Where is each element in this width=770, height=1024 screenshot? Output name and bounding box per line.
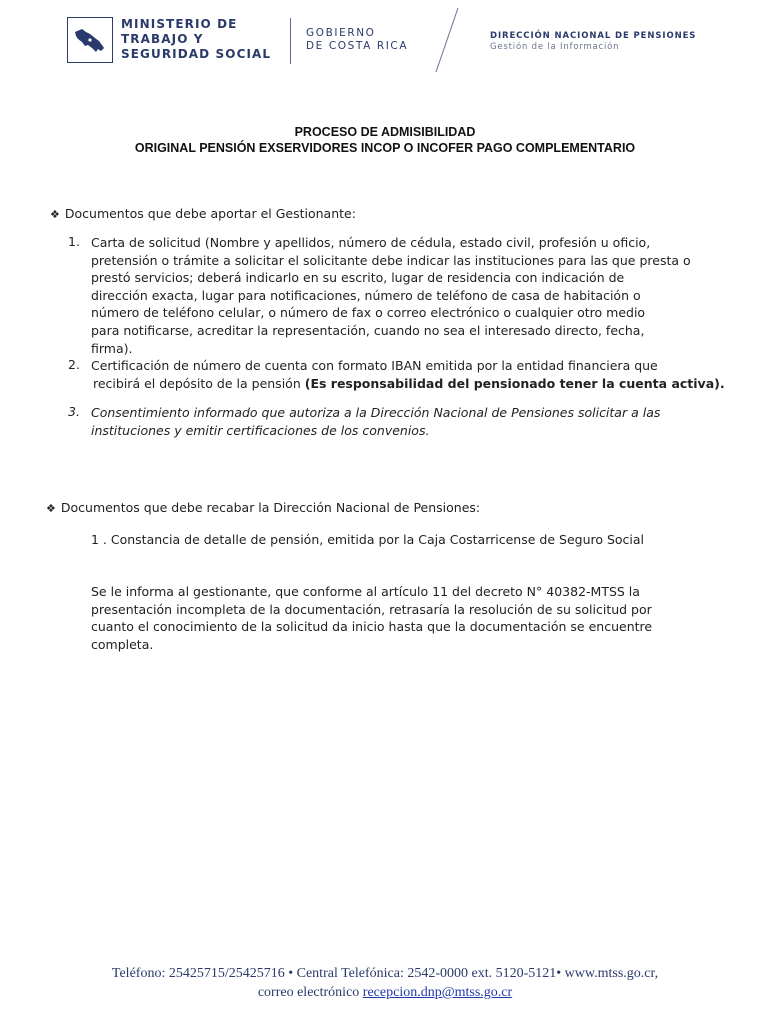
- section-2-item-1-text: 1 . Constancia de detalle de pensión, emitida por la Caja Costarricense de Seguro Social: [91, 532, 645, 547]
- document-title-block: [0, 124, 770, 156]
- item-2-line-2-prefix: recibirá el depósito de la pensión: [93, 375, 301, 391]
- section-1-heading: [50, 206, 356, 221]
- ministry-line-1: MINISTERIO DE: [121, 17, 238, 31]
- government-line-2: DE COSTA RICA: [306, 40, 409, 52]
- item-2-line-1: Certificación de número de cuenta con formato IBAN emitida por la entidad financiera que: [91, 358, 658, 373]
- footer-email-line: [0, 983, 770, 1002]
- item-3-number: 3.: [68, 404, 80, 419]
- section-2-heading: [46, 500, 480, 515]
- directorate-subtitle: Gestión de la Información: [490, 42, 620, 52]
- notice-line: Se le informa al gestionante, que conforme al artículo 11 del decreto N° 40382-MTSS la: [91, 584, 640, 599]
- incomplete-documentation-notice: [91, 583, 652, 653]
- item-2-line-2: [93, 375, 725, 393]
- item-2-responsibility-note: (Es responsabilidad del pensionado tener la cuenta activa).: [304, 375, 725, 391]
- item-1-line: dirección exacta, lugar para notificaciones, número de teléfono de casa de habitación o: [91, 287, 641, 303]
- item-3-text: [91, 404, 660, 439]
- section-2-item-1: [91, 531, 644, 549]
- directorate-title: DIRECCIÓN NACIONAL DE PENSIONES: [490, 31, 697, 41]
- document-title: PROCESO DE ADMISIBILIDAD: [294, 125, 476, 139]
- item-3-line: instituciones y emitir certificaciones de los convenios.: [91, 422, 430, 438]
- item-1-line: prestó servicios; deberá indicarlo en su escrito, lugar de residencia con indicación de: [91, 270, 625, 286]
- item-1-line: número de teléfono celular, o número de fax o correo electrónico o cualquier otro medio: [91, 305, 646, 321]
- item-1-text: [91, 234, 691, 357]
- item-1-line: para notificarse, acreditar la representación, cuando no sea el interesado directo, fecha,: [91, 322, 645, 338]
- diamond-bullet-icon: ❖: [46, 502, 56, 515]
- decorative-slash-divider: [432, 6, 462, 74]
- costa-rica-map-logo-icon: [67, 17, 113, 63]
- notice-line: cuanto el conocimiento de la solicitud da inicio hasta que la documentación se encuentre: [91, 619, 653, 635]
- footer-email-label: correo electrónico: [257, 985, 360, 1000]
- section-2-heading-text: Documentos que debe recabar la Dirección Nacional de Pensiones:: [60, 500, 481, 515]
- page-header: [0, 0, 770, 80]
- footer-contact-line: Teléfono: 25425715/25425716 • Central Telefónica: 2542-0000 ext. 5120-5121• www.mtss.go.cr,: [111, 966, 659, 981]
- ministry-line-2: TRABAJO Y: [121, 32, 204, 46]
- footer-email-link[interactable]: recepcion.dnp@mtss.go.cr: [362, 985, 513, 1000]
- page-footer: [0, 964, 770, 1002]
- item-2-number: 2.: [68, 357, 80, 372]
- document-subtitle: ORIGINAL PENSIÓN EXSERVIDORES INCOP O INCOFER PAGO COMPLEMENTARIO: [134, 141, 636, 155]
- notice-line: presentación incompleta de la documentación, retrasaría la resolución de su solicitud por: [91, 601, 652, 617]
- diamond-bullet-icon: ❖: [50, 208, 60, 221]
- government-line-1: GOBIERNO: [306, 27, 376, 39]
- header-divider: [290, 18, 291, 64]
- item-1-line: firma).: [91, 340, 133, 356]
- item-1-number: 1.: [68, 234, 80, 249]
- section-1-heading-text: Documentos que debe aportar el Gestionante:: [64, 206, 356, 221]
- ministry-name: [121, 17, 271, 62]
- ministry-line-3: SEGURIDAD SOCIAL: [121, 47, 272, 61]
- item-1-line: Carta de solicitud (Nombre y apellidos, número de cédula, estado civil, profesión u oficio,: [91, 235, 651, 250]
- notice-line: completa.: [91, 636, 154, 652]
- item-2-text: [91, 357, 725, 392]
- item-3-line: Consentimiento informado que autoriza a la Dirección Nacional de Pensiones solicitar a las: [91, 405, 661, 420]
- government-name: [306, 27, 408, 53]
- item-1-line: pretensión o trámite a solicitar el solicitante debe indicar las instituciones para las que presta o: [91, 252, 691, 268]
